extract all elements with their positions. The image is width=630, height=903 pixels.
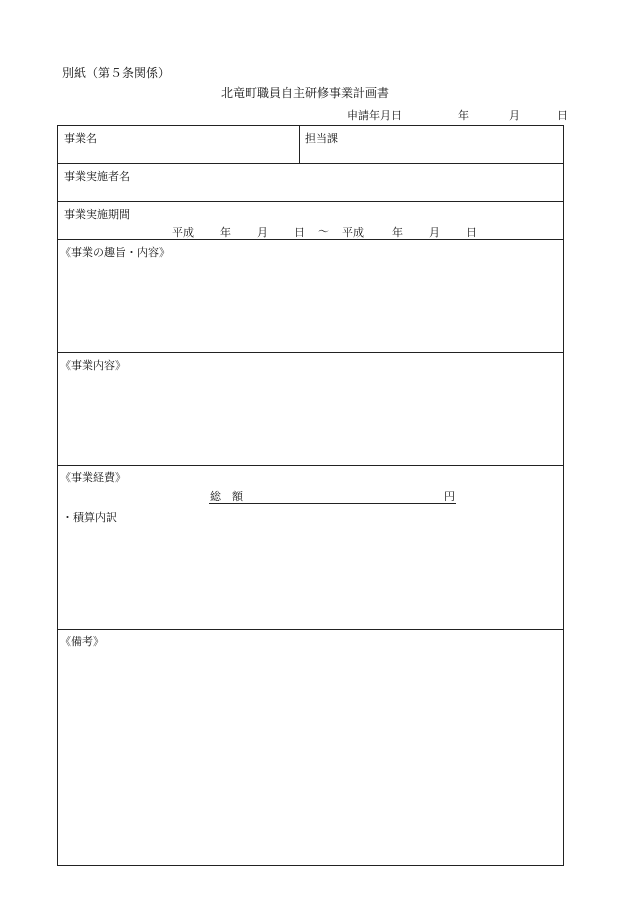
purpose-label: 《事業の趣旨・内容》 <box>60 246 170 259</box>
content-field[interactable] <box>58 353 563 465</box>
implementer-field[interactable] <box>58 164 563 201</box>
document-title: 北竜町職員自主研修事業計画書 <box>221 86 390 100</box>
content-label: 《事業内容》 <box>60 359 126 372</box>
department-label: 担当課 <box>305 132 338 145</box>
expenses-field[interactable] <box>58 466 563 629</box>
period-start-day-unit: 日 <box>294 226 305 239</box>
application-year-unit: 年 <box>458 109 469 122</box>
period-end-era: 平成 <box>342 226 364 239</box>
period-start-era: 平成 <box>172 226 194 239</box>
application-day-unit: 日 <box>557 109 568 122</box>
currency-unit: 円 <box>444 490 455 503</box>
period-label: 事業実施期間 <box>64 208 130 221</box>
period-start-month-unit: 月 <box>257 226 268 239</box>
remarks-label: 《備考》 <box>60 635 104 648</box>
total-amount-underline <box>209 503 456 504</box>
period-field[interactable] <box>58 202 563 239</box>
period-separator: ～ <box>318 225 329 238</box>
purpose-field[interactable] <box>58 240 563 352</box>
breakdown-label: ・積算内訳 <box>62 511 117 524</box>
project-name-label: 事業名 <box>64 132 97 145</box>
total-amount-label: 総 額 <box>210 490 243 503</box>
application-date-label: 申請年月日 <box>347 109 402 122</box>
remarks-field[interactable] <box>58 630 563 865</box>
expenses-label: 《事業経費》 <box>60 471 126 484</box>
department-field[interactable] <box>300 126 563 163</box>
period-end-month-unit: 月 <box>429 226 440 239</box>
implementer-label: 事業実施者名 <box>64 170 130 183</box>
period-end-day-unit: 日 <box>466 226 477 239</box>
period-end-year-unit: 年 <box>392 226 403 239</box>
project-name-field[interactable] <box>58 126 299 163</box>
period-start-year-unit: 年 <box>220 226 231 239</box>
application-month-unit: 月 <box>509 109 520 122</box>
plan-form-table <box>57 125 564 866</box>
attachment-label: 別紙（第５条関係） <box>62 66 171 80</box>
